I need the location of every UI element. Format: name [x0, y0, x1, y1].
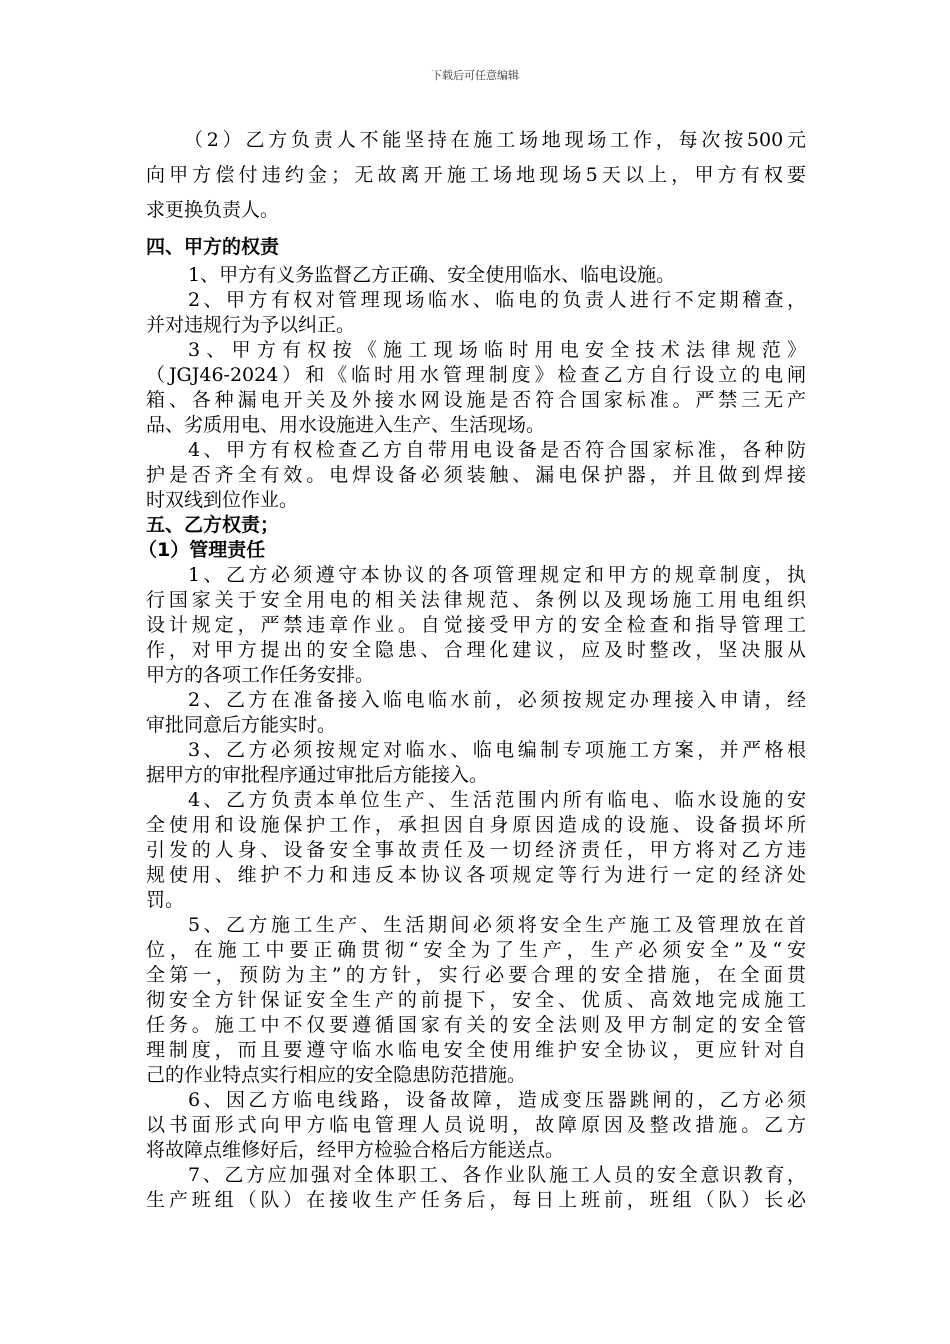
text-line: 位，在施工中要正确贯彻“安全为了生产，生产必须安全”及“安: [146, 939, 806, 961]
text-line: 1、甲方有义务监督乙方正确、安全使用临水、临电设施。: [188, 264, 676, 286]
text-line: 以书面形式向甲方临电管理人员说明，故障原因及整改措施。乙方: [146, 1114, 806, 1136]
text-line: 2、乙方在准备接入临电临水前，必须按规定办理接入申请，经: [188, 689, 806, 711]
text-line: 护是否齐全有效。电焊设备必须装触、漏电保护器，并且做到焊接: [146, 464, 806, 486]
text-line: 4、甲方有权检查乙方自带用电设备是否符合国家标准，各种防: [188, 439, 806, 461]
text-line: 3、甲方有权按《施工现场临时用电安全技术法律规范》: [188, 339, 806, 361]
text-line: 7、乙方应加强对全体职工、各作业队施工人员的安全意识教育，: [188, 1164, 806, 1186]
text-line: 生产班组（队）在接收生产任务后，每日上班前，班组（队）长必: [146, 1189, 806, 1211]
text-line: 向甲方偿付违约金；无故离开施工场地现场5天以上，甲方有权要: [146, 164, 806, 186]
subsection-heading: （1）管理责任: [138, 539, 266, 561]
text-line: 己的作业特点实行相应的安全隐患防范措施。: [146, 1064, 527, 1086]
text-line: 4、乙方负责本单位生产、生活范围内所有临电、临水设施的安: [188, 789, 806, 811]
text-line: 审批同意后方能实时。: [146, 714, 337, 736]
text-line: 任务。施工中不仅要遵循国家有关的安全法则及甲方制定的安全管: [146, 1014, 806, 1036]
text-line: 规使用、维护不力和违反本协议各项规定等行为进行一定的经济处: [146, 864, 806, 886]
text-line: （JGJ46-2024）和《临时用水管理制度》检查乙方自行设立的电闸: [146, 364, 806, 386]
text-line: 并对违规行为予以纠正。: [146, 314, 356, 336]
text-line: 品、劣质用电、用水设施进入生产、生活现场。: [146, 414, 546, 436]
text-line: 全第一，预防为主”的方针，实行必要合理的安全措施，在全面贯: [146, 964, 806, 986]
text-line: 罚。: [146, 889, 185, 911]
text-line: 设计规定，严禁违章作业。自觉接受甲方的安全检查和指导管理工: [146, 614, 806, 636]
text-line: 全使用和设施保护工作，承担因自身原因造成的设施、设备损坏所: [146, 814, 806, 836]
text-line: 行国家关于安全用电的相关法律规范、条例以及现场施工用电组织: [146, 589, 806, 611]
text-line: 2、甲方有权对管理现场临水、临电的负责人进行不定期稽查，: [188, 289, 806, 311]
text-line: 甲方的各项工作任务安排。: [146, 664, 375, 686]
text-line: 3、乙方必须按规定对临水、临电编制专项施工方案，并严格根: [188, 739, 806, 761]
text-line: 5、乙方施工生产、生活期间必须将安全生产施工及管理放在首: [188, 914, 806, 936]
text-line: 箱、各种漏电开关及外接水网设施是否符合国家标准。严禁三无产: [146, 389, 806, 411]
section-heading: 四、甲方的权责: [146, 236, 280, 258]
page-header: 下载后可任意编辑: [431, 69, 519, 82]
text-line: 作，对甲方提出的安全隐患、合理化建议，应及时整改，坚决服从: [146, 639, 806, 661]
text-line: 时双线到位作业。: [146, 489, 299, 511]
text-line: 理制度，而且要遵守临水临电安全使用维护安全协议，更应针对自: [146, 1039, 806, 1061]
text-line: 将故障点维修好后，经甲方检验合格后方能送点。: [146, 1139, 565, 1161]
text-line: 求更换负责人。: [146, 199, 280, 221]
text-line: 彻安全方针保证安全生产的前提下，安全、优质、高效地完成施工: [146, 989, 806, 1011]
section-heading: 五、乙方权责；: [146, 514, 280, 536]
text-line: （2）乙方负责人不能坚持在施工场地现场工作，每次按500元: [184, 129, 806, 151]
text-line: 引发的人身、设备安全事故责任及一切经济责任，甲方将对乙方违: [146, 839, 806, 861]
text-line: 据甲方的审批程序通过审批后方能接入。: [146, 764, 489, 786]
text-line: 6、因乙方临电线路，设备故障，造成变压器跳闸的，乙方必须: [188, 1089, 806, 1111]
text-line: 1、乙方必须遵守本协议的各项管理规定和甲方的规章制度，执: [188, 564, 806, 586]
